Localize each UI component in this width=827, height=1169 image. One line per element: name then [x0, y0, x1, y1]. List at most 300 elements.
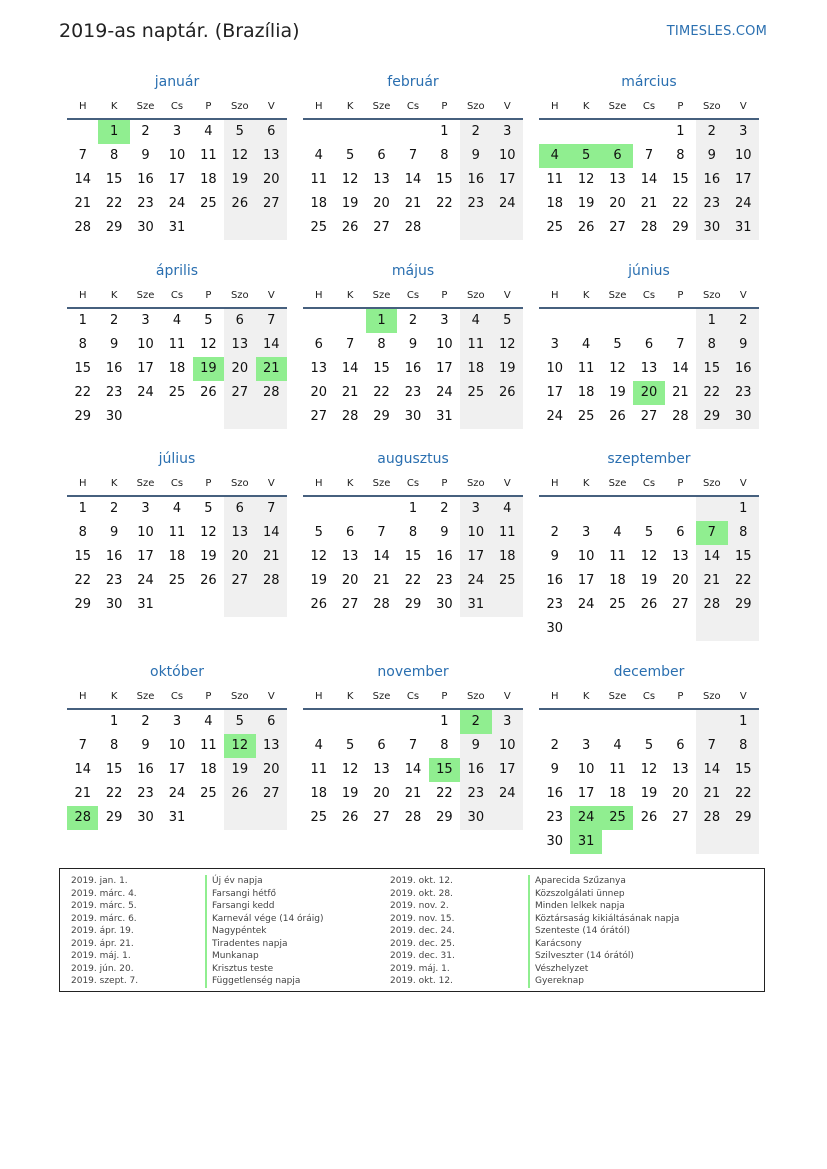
day-cell: 13 [672, 762, 689, 777]
day-cell: 20 [310, 385, 327, 400]
day-cell: 12 [200, 337, 217, 352]
day-cell: 18 [546, 196, 563, 211]
day-cell: 2 [109, 313, 119, 328]
day-cell: 11 [546, 172, 563, 187]
page-title: 2019-as naptár. (Brazília) [59, 20, 300, 42]
day-cell: 23 [728, 381, 759, 405]
day-cell: 21 [74, 786, 91, 801]
weekday-label: Cs [642, 691, 656, 702]
weekday-label: K [110, 478, 118, 489]
day-cell: 15 [728, 545, 759, 569]
weekday-label: P [441, 101, 448, 112]
month-6 [67, 449, 287, 617]
month-name: június [628, 263, 670, 279]
holiday-legend [59, 868, 765, 992]
day-cell: 25 [168, 385, 186, 400]
day-cell: 23 [436, 573, 453, 588]
day-cell: 7 [78, 738, 87, 753]
month-8 [539, 449, 759, 641]
weekday-label: Cs [642, 101, 656, 112]
day-cell: 25 [310, 220, 327, 235]
day-cell: 19 [577, 196, 595, 211]
day-cell: 23 [137, 196, 154, 211]
weekday-label: V [503, 101, 511, 112]
day-cell: 7 [256, 497, 287, 521]
day-cell: 7 [408, 738, 418, 753]
day-cell: 3 [728, 120, 759, 144]
day-cell: 17 [436, 361, 453, 376]
day-cell: 22 [672, 196, 689, 211]
day-cell: 7 [408, 148, 418, 163]
day-cell: 22 [696, 381, 727, 405]
day-cell: 17 [168, 172, 186, 187]
weekday-header [539, 686, 759, 710]
day-cell: 1 [440, 714, 449, 729]
weekday-label: Cs [406, 290, 420, 301]
empty-day-cell [539, 710, 570, 734]
weekday-label: Sze [608, 290, 627, 301]
day-cell: 15 [74, 361, 91, 376]
day-cell: 19 [341, 196, 359, 211]
legend-date: 2019. máj. 1. [71, 951, 131, 961]
empty-day-cell [397, 120, 428, 144]
day-cell: 13 [256, 734, 287, 758]
day-cell: 30 [137, 220, 154, 235]
empty-day-cell [303, 710, 334, 734]
day-cell: 2 [460, 120, 491, 144]
day-cell: 21 [404, 196, 422, 211]
day-cell: 10 [168, 738, 186, 753]
weekday-label: V [739, 691, 747, 702]
day-cell: 16 [460, 758, 491, 782]
day-cell: 28 [640, 220, 658, 235]
day-cell: 24 [546, 409, 563, 424]
month-11 [539, 662, 759, 854]
day-cell: 9 [550, 762, 559, 777]
day-cell: 12 [577, 172, 595, 187]
day-cell: 23 [546, 810, 563, 825]
weekday-label: H [550, 478, 559, 489]
day-cell: 21 [640, 196, 658, 211]
day-cell: 6 [256, 710, 287, 734]
weekday-header [67, 96, 287, 120]
day-cell: 9 [141, 738, 150, 753]
empty-day-cell [539, 497, 570, 521]
day-cell: 1 [728, 710, 759, 734]
holiday-day-cell: 15 [429, 758, 460, 782]
weekday-label: Szo [466, 478, 485, 489]
day-cell: 20 [373, 786, 390, 801]
day-cell: 22 [436, 786, 453, 801]
day-cell: 27 [672, 810, 689, 825]
day-cell: 19 [224, 168, 255, 192]
weekday-label: P [441, 691, 448, 702]
day-cell: 13 [373, 172, 390, 187]
empty-day-cell [303, 309, 334, 333]
day-cell: 2 [728, 309, 759, 333]
day-cell: 24 [460, 569, 491, 593]
day-cell: 24 [168, 786, 186, 801]
holiday-day-cell: 24 [570, 806, 601, 830]
day-cell: 8 [728, 734, 759, 758]
day-cell: 11 [460, 333, 491, 357]
day-cell: 31 [137, 597, 154, 612]
day-cell: 18 [168, 549, 186, 564]
weekday-label: Sze [136, 290, 155, 301]
day-grid [539, 497, 759, 641]
day-grid [303, 309, 523, 429]
day-cell: 13 [640, 361, 658, 376]
day-cell: 6 [345, 525, 355, 540]
day-cell: 28 [404, 810, 422, 825]
empty-day-cell [602, 830, 633, 854]
day-cell: 1 [728, 497, 759, 521]
day-cell: 14 [256, 333, 287, 357]
empty-day-cell [570, 497, 601, 521]
day-cell: 19 [492, 357, 523, 381]
empty-day-cell [193, 405, 224, 429]
day-cell: 8 [696, 333, 727, 357]
day-cell: 24 [728, 192, 759, 216]
day-cell: 2 [141, 714, 150, 729]
day-cell: 8 [78, 337, 87, 352]
day-cell: 28 [696, 593, 727, 617]
day-cell: 8 [408, 525, 418, 540]
day-cell: 30 [436, 597, 453, 612]
weekday-label: Sze [608, 101, 627, 112]
day-cell: 31 [168, 810, 186, 825]
day-cell: 17 [137, 361, 154, 376]
day-cell: 18 [168, 361, 186, 376]
day-cell: 7 [345, 337, 355, 352]
empty-day-cell [224, 216, 255, 240]
day-cell: 30 [105, 409, 123, 424]
weekday-label: P [205, 290, 212, 301]
day-cell: 6 [224, 497, 255, 521]
day-cell: 25 [609, 597, 626, 612]
day-cell: 10 [137, 525, 154, 540]
day-cell: 11 [168, 525, 186, 540]
weekday-label: V [739, 290, 747, 301]
day-cell: 8 [440, 148, 449, 163]
weekday-label: K [110, 691, 118, 702]
empty-day-cell [224, 593, 255, 617]
empty-day-cell [633, 309, 664, 333]
weekday-label: Cs [406, 478, 420, 489]
day-cell: 9 [109, 337, 119, 352]
day-cell: 28 [672, 409, 689, 424]
weekday-label: Cs [406, 691, 420, 702]
day-cell: 11 [200, 148, 217, 163]
day-cell: 30 [460, 806, 491, 830]
day-cell: 4 [204, 124, 213, 139]
day-cell: 13 [224, 333, 255, 357]
day-cell: 27 [672, 597, 689, 612]
day-cell: 22 [74, 573, 91, 588]
day-cell: 5 [345, 738, 355, 753]
day-cell: 4 [314, 148, 323, 163]
day-cell: 2 [696, 120, 727, 144]
day-cell: 15 [105, 762, 123, 777]
month-name: október [150, 664, 204, 680]
weekday-label: V [503, 478, 511, 489]
day-cell: 16 [105, 549, 123, 564]
day-cell: 19 [310, 573, 327, 588]
holiday-day-cell: 19 [193, 357, 224, 381]
day-cell: 22 [728, 569, 759, 593]
legend-holiday-name: Vészhelyzet [528, 963, 679, 976]
empty-day-cell [193, 806, 224, 830]
day-cell: 24 [492, 192, 523, 216]
day-cell: 26 [640, 810, 658, 825]
empty-day-cell [602, 120, 633, 144]
weekday-label: H [78, 101, 87, 112]
day-cell: 5 [644, 525, 654, 540]
day-cell: 8 [78, 525, 87, 540]
day-cell: 24 [168, 196, 186, 211]
day-grid [303, 497, 523, 617]
day-cell: 29 [696, 405, 727, 429]
day-cell: 18 [577, 385, 595, 400]
holiday-day-cell: 31 [570, 830, 601, 854]
day-cell: 12 [341, 762, 359, 777]
empty-day-cell [633, 617, 664, 641]
day-cell: 4 [172, 313, 182, 328]
day-cell: 17 [492, 758, 523, 782]
day-cell: 17 [728, 168, 759, 192]
day-cell: 13 [256, 144, 287, 168]
day-cell: 14 [256, 521, 287, 545]
day-cell: 20 [224, 357, 255, 381]
day-cell: 16 [137, 762, 154, 777]
empty-day-cell [366, 497, 397, 521]
holiday-day-cell: 28 [67, 806, 98, 830]
empty-day-cell [460, 216, 491, 240]
day-cell: 26 [609, 409, 626, 424]
day-cell: 4 [172, 501, 182, 516]
day-cell: 13 [310, 361, 327, 376]
day-cell: 27 [373, 220, 390, 235]
day-cell: 5 [345, 148, 355, 163]
day-cell: 18 [492, 545, 523, 569]
day-cell: 3 [581, 525, 591, 540]
day-cell: 6 [377, 738, 386, 753]
weekday-label: V [267, 478, 275, 489]
holiday-day-cell: 1 [366, 309, 397, 333]
weekday-label: V [267, 290, 275, 301]
legend-holiday-name: Új év napja [205, 875, 324, 888]
day-cell: 16 [696, 168, 727, 192]
day-cell: 17 [137, 549, 154, 564]
empty-day-cell [256, 405, 287, 429]
day-cell: 5 [204, 313, 213, 328]
month-1 [303, 72, 523, 240]
day-cell: 12 [609, 361, 626, 376]
month-name: április [155, 263, 199, 279]
day-cell: 12 [224, 144, 255, 168]
day-cell: 28 [256, 381, 287, 405]
day-cell: 23 [696, 192, 727, 216]
empty-day-cell [492, 806, 523, 830]
day-cell: 2 [550, 525, 559, 540]
day-cell: 30 [728, 405, 759, 429]
weekday-label: Szo [230, 691, 249, 702]
empty-day-cell [397, 710, 428, 734]
day-cell: 8 [377, 337, 386, 352]
weekday-label: Sze [372, 478, 391, 489]
weekday-header [539, 285, 759, 309]
day-cell: 19 [200, 549, 217, 564]
day-cell: 28 [256, 569, 287, 593]
day-cell: 18 [609, 573, 626, 588]
day-cell: 29 [373, 409, 390, 424]
empty-day-cell [696, 710, 727, 734]
day-cell: 25 [546, 220, 563, 235]
day-cell: 20 [609, 196, 626, 211]
day-cell: 14 [74, 762, 91, 777]
day-grid [539, 120, 759, 240]
weekday-label: H [314, 101, 323, 112]
day-cell: 14 [640, 172, 658, 187]
day-cell: 20 [672, 786, 689, 801]
day-cell: 17 [168, 762, 186, 777]
day-cell: 9 [550, 549, 559, 564]
day-cell: 10 [137, 337, 154, 352]
legend-holiday-name: Karácsony [528, 938, 679, 951]
empty-day-cell [570, 710, 601, 734]
day-cell: 21 [404, 786, 422, 801]
month-10 [303, 662, 523, 830]
day-cell: 23 [105, 385, 123, 400]
day-cell: 10 [436, 337, 453, 352]
day-cell: 4 [492, 497, 523, 521]
day-cell: 10 [577, 549, 595, 564]
day-cell: 29 [105, 810, 123, 825]
day-cell: 5 [492, 309, 523, 333]
holiday-day-cell: 4 [539, 144, 570, 168]
day-cell: 16 [728, 357, 759, 381]
weekday-label: Sze [372, 290, 391, 301]
day-cell: 14 [696, 545, 727, 569]
weekday-label: K [346, 478, 354, 489]
day-cell: 5 [204, 501, 213, 516]
day-cell: 4 [613, 738, 622, 753]
legend-holiday-name: Szenteste (14 órától) [528, 925, 679, 938]
brand-link[interactable]: TIMESLES.COM [666, 24, 767, 39]
day-cell: 20 [672, 573, 689, 588]
empty-day-cell [696, 617, 727, 641]
empty-day-cell [570, 617, 601, 641]
day-cell: 25 [200, 786, 217, 801]
day-cell: 25 [577, 409, 595, 424]
day-cell: 7 [256, 309, 287, 333]
legend-holiday-name: Farsangi kedd [205, 900, 324, 913]
empty-day-cell [633, 830, 664, 854]
day-cell: 26 [341, 220, 359, 235]
day-cell: 1 [408, 501, 418, 516]
day-cell: 3 [172, 124, 182, 139]
day-cell: 3 [581, 738, 591, 753]
weekday-label: K [346, 290, 354, 301]
empty-day-cell [161, 405, 192, 429]
day-grid [539, 309, 759, 429]
weekday-label: Szo [702, 290, 721, 301]
day-grid [303, 120, 523, 240]
day-cell: 31 [460, 593, 491, 617]
day-cell: 14 [672, 361, 689, 376]
day-cell: 9 [109, 525, 119, 540]
day-cell: 1 [109, 714, 119, 729]
weekday-label: Sze [372, 691, 391, 702]
day-cell: 23 [137, 786, 154, 801]
empty-day-cell [539, 309, 570, 333]
weekday-label: P [441, 478, 448, 489]
day-cell: 7 [696, 734, 727, 758]
empty-day-cell [665, 497, 696, 521]
weekday-label: K [346, 691, 354, 702]
day-cell: 21 [696, 569, 727, 593]
day-cell: 17 [577, 573, 595, 588]
empty-day-cell [492, 216, 523, 240]
weekday-label: K [582, 101, 590, 112]
weekday-label: V [739, 478, 747, 489]
day-cell: 20 [256, 168, 287, 192]
day-cell: 12 [640, 549, 658, 564]
weekday-label: Szo [702, 101, 721, 112]
day-cell: 29 [728, 806, 759, 830]
empty-day-cell [665, 830, 696, 854]
day-cell: 12 [640, 762, 658, 777]
day-grid [539, 710, 759, 854]
legend-holiday-name: Nagypéntek [205, 925, 324, 938]
day-cell: 5 [314, 525, 323, 540]
day-cell: 6 [644, 337, 654, 352]
weekday-label: Cs [642, 290, 656, 301]
month-3 [67, 261, 287, 429]
day-cell: 15 [696, 357, 727, 381]
day-cell: 21 [696, 782, 727, 806]
day-cell: 15 [672, 172, 689, 187]
empty-day-cell [334, 710, 365, 734]
day-cell: 9 [460, 144, 491, 168]
day-cell: 16 [404, 361, 422, 376]
day-cell: 12 [310, 549, 327, 564]
empty-day-cell [366, 120, 397, 144]
day-grid [303, 710, 523, 830]
day-cell: 3 [141, 501, 150, 516]
day-cell: 16 [436, 549, 453, 564]
day-cell: 15 [373, 361, 390, 376]
day-cell: 3 [460, 497, 491, 521]
day-cell: 6 [256, 120, 287, 144]
day-cell: 18 [310, 196, 327, 211]
day-cell: 14 [696, 758, 727, 782]
day-cell: 27 [310, 409, 327, 424]
legend-date: 2019. okt. 28. [390, 888, 453, 899]
day-cell: 26 [200, 385, 217, 400]
day-cell: 8 [109, 738, 119, 753]
day-cell: 14 [74, 172, 91, 187]
day-cell: 24 [577, 597, 595, 612]
weekday-label: V [739, 101, 747, 112]
empty-day-cell [602, 497, 633, 521]
weekday-label: P [205, 101, 212, 112]
day-cell: 4 [613, 525, 622, 540]
day-cell: 1 [696, 309, 727, 333]
empty-day-cell [602, 710, 633, 734]
day-cell: 13 [373, 762, 390, 777]
weekday-label: K [110, 290, 118, 301]
